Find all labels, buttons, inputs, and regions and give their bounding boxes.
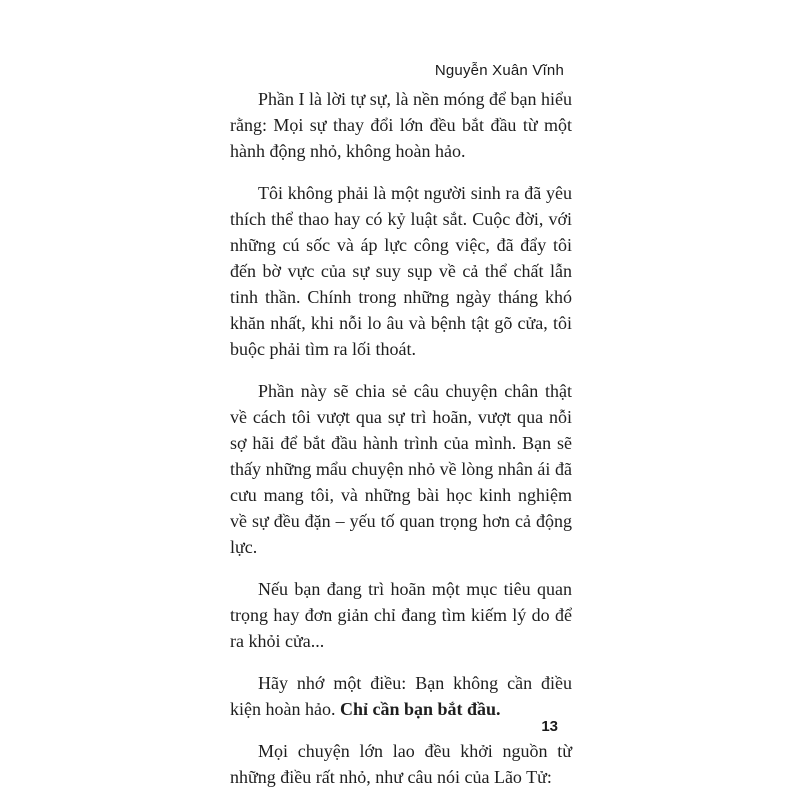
body-text	[230, 86, 572, 806]
paragraph-5-text: Hãy nhớ một điều: Bạn không cần điều kiện hoàn hảo.	[230, 673, 572, 719]
paragraph-2: Tôi không phải là một người sinh ra đã yêu thích thể thao hay có kỷ luật sắt. Cuộc đời, với những cú sốc và áp lực công việc, đã đẩy tôi đến bờ vực của sự suy sụp về cả thể chất lẫn tinh thần. Chính trong những ngày tháng khó khăn nhất, khi nỗi lo âu và bệnh tật gõ cửa, tôi buộc phải tìm ra lối thoát.	[230, 183, 572, 359]
paragraph-4: Nếu bạn đang trì hoãn một mục tiêu quan trọng hay đơn giản chỉ đang tìm kiếm lý do để ra khỏi cửa...	[230, 579, 572, 651]
paragraph-6: Mọi chuyện lớn lao đều khởi nguồn từ những điều rất nhỏ, như câu nói của Lão Tử:	[230, 741, 572, 787]
page-number: 13	[541, 718, 558, 735]
paragraph-3: Phần này sẽ chia sẻ câu chuyện chân thật về cách tôi vượt qua sự trì hoãn, vượt qua nỗi sợ hãi để bắt đầu hành trình của mình. Bạn sẽ thấy những mẩu chuyện nhỏ về lòng nhân ái đã cưu mang tôi, và những bài học kinh nghiệm về sự đều đặn – yếu tố quan trọng hơn cả động lực.	[230, 381, 572, 557]
paragraph-1: Phần I là lời tự sự, là nền móng để bạn hiểu rằng: Mọi sự thay đổi lớn đều bắt đầu từ một hành động nhỏ, không hoàn hảo.	[230, 89, 572, 161]
paragraph-5	[230, 670, 572, 722]
paragraph-5-emphasis: Chỉ cần bạn bắt đầu.	[339, 699, 501, 719]
running-header-author: Nguyễn Xuân Vĩnh	[434, 62, 564, 79]
